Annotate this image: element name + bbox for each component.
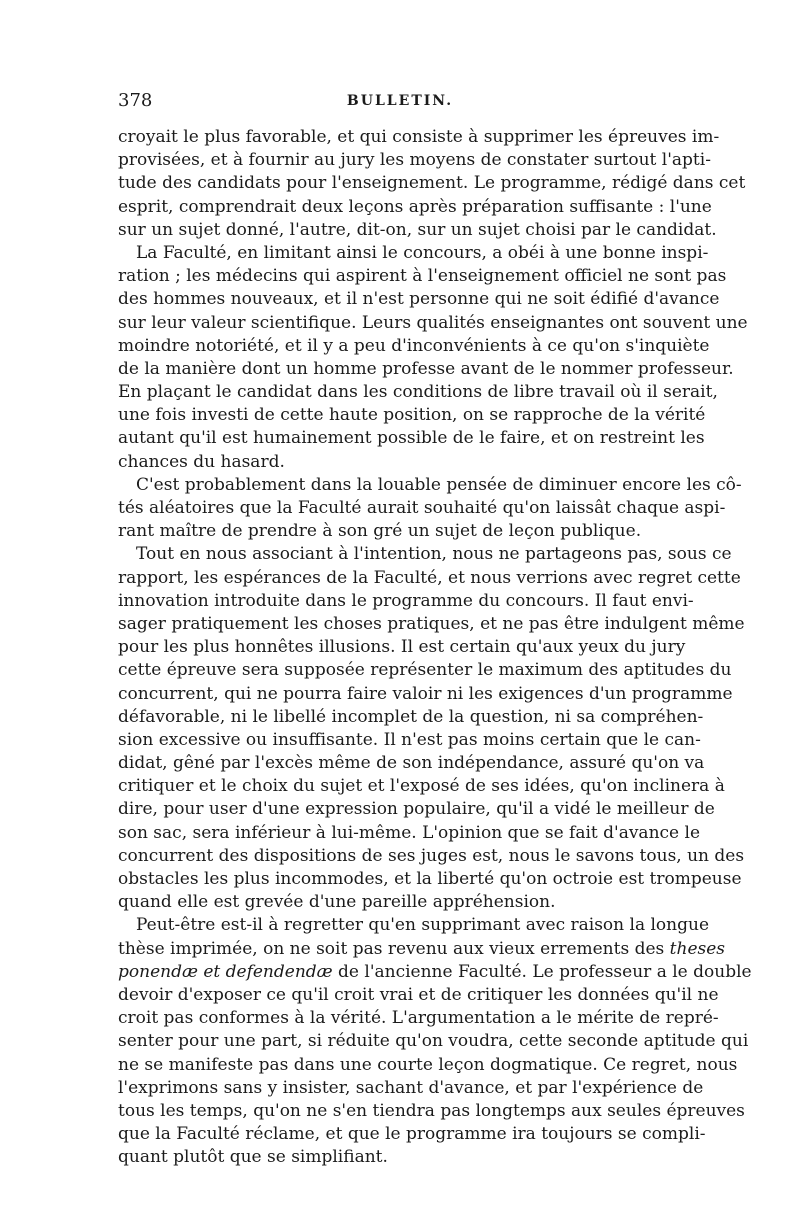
- paragraph-3: [118, 474, 742, 544]
- paragraph-5: [118, 914, 752, 1169]
- text-line: [118, 961, 752, 984]
- text-line: critiquer et le choix du sujet et l'exposé de ses idées, qu'on inclinera à: [118, 776, 725, 797]
- text-line: Tout en nous associant à l'intention, nous ne partageons pas, sous ce: [136, 544, 732, 565]
- text-line: tous les temps, qu'on ne s'en tiendra pas longtemps aux seules épreuves: [118, 1100, 745, 1121]
- text-line: autant qu'il est humainement possible de le faire, et on restreint les: [118, 428, 705, 449]
- text-line: croyait le plus favorable, et qui consiste à supprimer les épreuves im-: [118, 127, 720, 147]
- text-line: cette épreuve sera supposée représenter le maximum des aptitudes du: [118, 660, 732, 681]
- text-line: tés aléatoires que la Faculté aurait souhaité qu'on laissât chaque aspi-: [118, 498, 726, 518]
- text-line: concurrent des dispositions de ses juges est, nous le savons tous, un des: [118, 845, 745, 866]
- text-line: rapport, les espérances de la Faculté, et nous verrions avec regret cette: [118, 567, 741, 588]
- text-line: quant plutôt que se simplifiant.: [118, 1147, 388, 1168]
- text-line: moindre notoriété, et il y a peu d'inconvénients à ce qu'on s'inquiète: [118, 335, 710, 356]
- paragraph-4: [118, 543, 745, 914]
- text-line: chances du hasard.: [118, 451, 285, 472]
- text-line: des hommes nouveaux, et il n'est personne qui ne soit édifié d'avance: [118, 289, 720, 310]
- text-line: provisées, et à fournir au jury les moyens de constater surtout l'apti-: [118, 150, 711, 171]
- text-line: [118, 938, 726, 961]
- text-line: quand elle est grevée d'une pareille appréhension.: [118, 892, 556, 913]
- text-segment: de l'ancienne Faculté. Le professeur a le double: [338, 961, 752, 982]
- latin-term: theses: [669, 938, 726, 959]
- text-line: que la Faculté réclame, et que le programme ira toujours se compli-: [118, 1124, 706, 1145]
- text-line: obstacles les plus incommodes, et la liberté qu'on octroie est trompeuse: [118, 869, 742, 889]
- text-line: Peut-être est-il à regretter qu'en supprimant avec raison la longue: [136, 915, 710, 936]
- running-title: BULLETIN.: [346, 93, 454, 109]
- text-line: C'est probablement dans la louable pensée de diminuer encore les cô-: [136, 474, 742, 495]
- text-line: senter pour une part, si réduite qu'on voudra, cette seconde aptitude qui: [118, 1031, 749, 1052]
- text-line: innovation introduite dans le programme du concours. Il faut envi-: [118, 590, 694, 611]
- page-number: 378: [118, 90, 153, 111]
- text-line: didat, gêné par l'excès même de son indépendance, assuré qu'on va: [118, 753, 705, 774]
- text-line: une fois investi de cette haute position, on se rapproche de la vérité: [118, 405, 706, 426]
- text-line: défavorable, ni le libellé incomplet de la question, ni sa compréhen-: [118, 706, 704, 727]
- text-line: son sac, sera inférieur à lui-même. L'opinion que se fait d'avance le: [118, 822, 701, 843]
- text-line: En plaçant le candidat dans les conditions de libre travail où il serait,: [118, 382, 718, 403]
- text-line: sion excessive ou insuffisante. Il n'est pas moins certain que le can-: [118, 729, 701, 750]
- text-line: rant maître de prendre à son gré un sujet de leçon publique.: [118, 521, 642, 542]
- text-line: La Faculté, en limitant ainsi le concours, a obéi à une bonne inspi-: [136, 242, 709, 263]
- latin-term: ponendæ et defendendæ: [118, 961, 333, 982]
- text-segment: thèse imprimée, on ne soit pas revenu aux vieux errements des: [118, 938, 670, 959]
- body-text: [118, 126, 752, 1169]
- text-line: dire, pour user d'une expression populaire, qu'il a vidé le meilleur de: [118, 799, 715, 820]
- text-line: sur leur valeur scientifique. Leurs qualités enseignantes ont souvent une: [118, 312, 748, 333]
- text-line: ration ; les médecins qui aspirent à l'enseignement officiel ne sont pas: [118, 266, 727, 287]
- text-line: sur un sujet donné, l'autre, dit-on, sur un sujet choisi par le candidat.: [118, 219, 717, 240]
- paragraph-2: [118, 242, 748, 474]
- text-line: esprit, comprendrait deux leçons après préparation suffisante : l'une: [118, 196, 712, 217]
- text-line: concurrent, qui ne pourra faire valoir ni les exigences d'un programme: [118, 683, 733, 704]
- text-line: l'exprimons sans y insister, sachant d'avance, et par l'expérience de: [118, 1077, 704, 1098]
- text-line: de la manière dont un homme professe avant de le nommer professeur.: [118, 358, 734, 379]
- text-line: croit pas conformes à la vérité. L'argumentation a le mérite de repré-: [118, 1008, 719, 1029]
- text-line: pour les plus honnêtes illusions. Il est certain qu'aux yeux du jury: [118, 637, 686, 658]
- text-line: tude des candidats pour l'enseignement. Le programme, rédigé dans cet: [118, 173, 746, 194]
- text-line: sager pratiquement les choses pratiques, et ne pas être indulgent même: [118, 613, 745, 634]
- paragraph-1: [118, 126, 746, 242]
- page-header: [118, 90, 682, 118]
- text-line: ne se manifeste pas dans une courte leçon dogmatique. Ce regret, nous: [118, 1054, 738, 1075]
- text-line: devoir d'exposer ce qu'il croit vrai et de critiquer les données qu'il ne: [118, 984, 719, 1005]
